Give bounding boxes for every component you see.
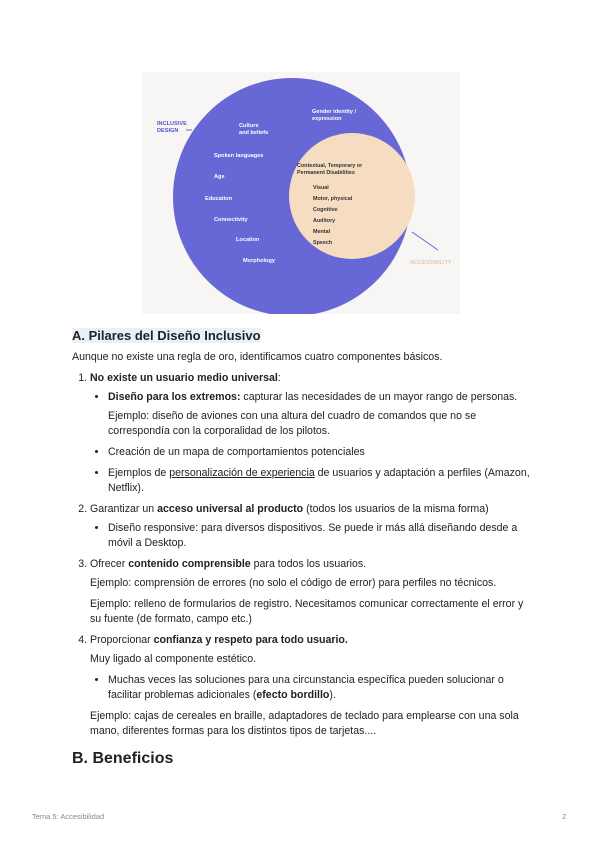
- pillars-list: [72, 371, 532, 739]
- pillar-3-example-2: Ejemplo: relleno de formularios de registro. Necesitamos comunicar correctamente el error y su fuente (de formato, campo etc.): [90, 598, 524, 625]
- inclusive-label-2: DESIGN: [157, 128, 179, 134]
- pillar-1-bullet-2: • Creación de un mapa de comportamientos potenciales: [108, 445, 532, 460]
- pillar-2-post: (todos los usuarios de la misma forma): [303, 503, 489, 515]
- pillar-1-bullet-1-bold: Diseño para los extremos:: [108, 391, 241, 403]
- label-spoken: Spoken languages: [214, 153, 264, 159]
- pillar-1: [90, 371, 532, 496]
- footer-chapter: Tema 5: Accesibilidad: [32, 812, 105, 821]
- pillar-1-suffix: :: [277, 372, 281, 384]
- inner-item-visual: Visual: [313, 185, 329, 191]
- label-morphology: Morphology: [243, 258, 276, 264]
- pillar-1-bold: No existe un usuario medio universal: [90, 372, 278, 384]
- label-connectivity: Connectivity: [214, 217, 248, 223]
- pillar-3: [90, 557, 532, 627]
- pillar-4: [90, 633, 532, 739]
- inner-item-auditory: Auditory: [313, 218, 336, 224]
- pillar-2: [90, 502, 532, 551]
- label-culture-1: Culture: [239, 123, 259, 129]
- pillar-1-bullet-1-text: capturar las necesidades de un mayor rango de personas.: [240, 391, 518, 403]
- pillar-1-bullets: [90, 390, 532, 496]
- pillar-4-bullet-1-bold: efecto bordillo: [256, 689, 330, 701]
- inner-item-speech: Speech: [313, 240, 333, 246]
- main-content: [72, 327, 532, 769]
- section-a-heading: [72, 327, 532, 345]
- pillar-4-bold: confianza y respeto para todo usuario.: [153, 634, 348, 646]
- inclusive-design-diagram: [142, 72, 460, 314]
- pillar-1-bullet-3-pre: Ejemplos de: [108, 467, 170, 479]
- section-b-title: B. Beneficios: [72, 750, 174, 767]
- inner-item-motor: Motor, physical: [313, 196, 353, 202]
- pillar-1-bullet-3: [108, 466, 532, 496]
- diagram-svg: [142, 72, 460, 314]
- label-age: Age: [214, 174, 225, 180]
- pillar-1-bullet-1: [108, 390, 532, 439]
- accessibility-label: ACCESSIBILITY: [410, 260, 452, 266]
- inner-item-cognitive: Cognitive: [313, 207, 338, 213]
- pillar-2-bold: acceso universal al producto: [157, 503, 304, 515]
- pillar-4-example: Ejemplo: cajas de cereales en braille, adaptadores de teclado para emplearse con una sola mano, diferentes formas para los distintos tipos de tarjetas....: [90, 710, 519, 737]
- pillar-3-example-1: Ejemplo: comprensión de errores (no solo el código de error) para perfiles no técnicos.: [90, 577, 497, 589]
- inner-title-2: Permanent Disabilities: [297, 170, 355, 176]
- pillar-4-note: Muy ligado al componente estético.: [90, 653, 257, 665]
- label-culture-2: and beliefs: [239, 130, 269, 136]
- label-location: Location: [236, 237, 260, 243]
- pillar-3-pre: Ofrecer: [90, 558, 129, 570]
- inner-title-1: Contextual, Temporary or: [297, 163, 363, 169]
- pillar-1-bullet-1-example: Ejemplo: diseño de aviones con una altura del cuadro de comandos que no se correspondía con la corporalidad de los pilotos.: [108, 410, 477, 437]
- personalization-link[interactable]: personalización de experiencia: [169, 467, 315, 479]
- pillar-4-bullet-1-pre: Muchas veces las soluciones para una circunstancia específica pueden solucionar o facilitar problemas adicionales (: [108, 674, 504, 701]
- pillar-1-bullet-3-post: de usuarios y adaptación a perfiles (Amazon, Netflix).: [108, 467, 530, 494]
- pillar-3-post: para todos los usuarios.: [250, 558, 367, 570]
- inner-item-mental: Mental: [313, 229, 331, 235]
- pillar-4-bullet-1: [108, 673, 532, 703]
- section-a-title: A. Pilares del Diseño Inclusivo: [72, 328, 261, 343]
- pillar-2-bullet-1: • Diseño responsive: para diversos dispositivos. Se puede ir más allá diseñando desde a móvil a Desktop.: [108, 521, 532, 551]
- pillar-2-bullets: [90, 521, 532, 551]
- pillar-4-pre: Proporcionar: [90, 634, 154, 646]
- pillar-2-pre: Garantizar un: [90, 503, 158, 515]
- label-gender-2: expression: [312, 116, 342, 122]
- pillar-4-bullets: [90, 673, 532, 703]
- inclusive-label-1: INCLUSIVE: [157, 121, 187, 127]
- pillar-3-bold: contenido comprensible: [128, 558, 251, 570]
- footer-page-number: 2: [562, 812, 567, 821]
- section-a-intro: Aunque no existe una regla de oro, identificamos cuatro componentes básicos.: [72, 351, 443, 363]
- label-education: Education: [205, 196, 233, 202]
- label-gender-1: Gender identity /: [312, 109, 357, 115]
- accessibility-connector: [412, 232, 438, 250]
- pillar-4-bullet-1-post: ).: [329, 689, 336, 701]
